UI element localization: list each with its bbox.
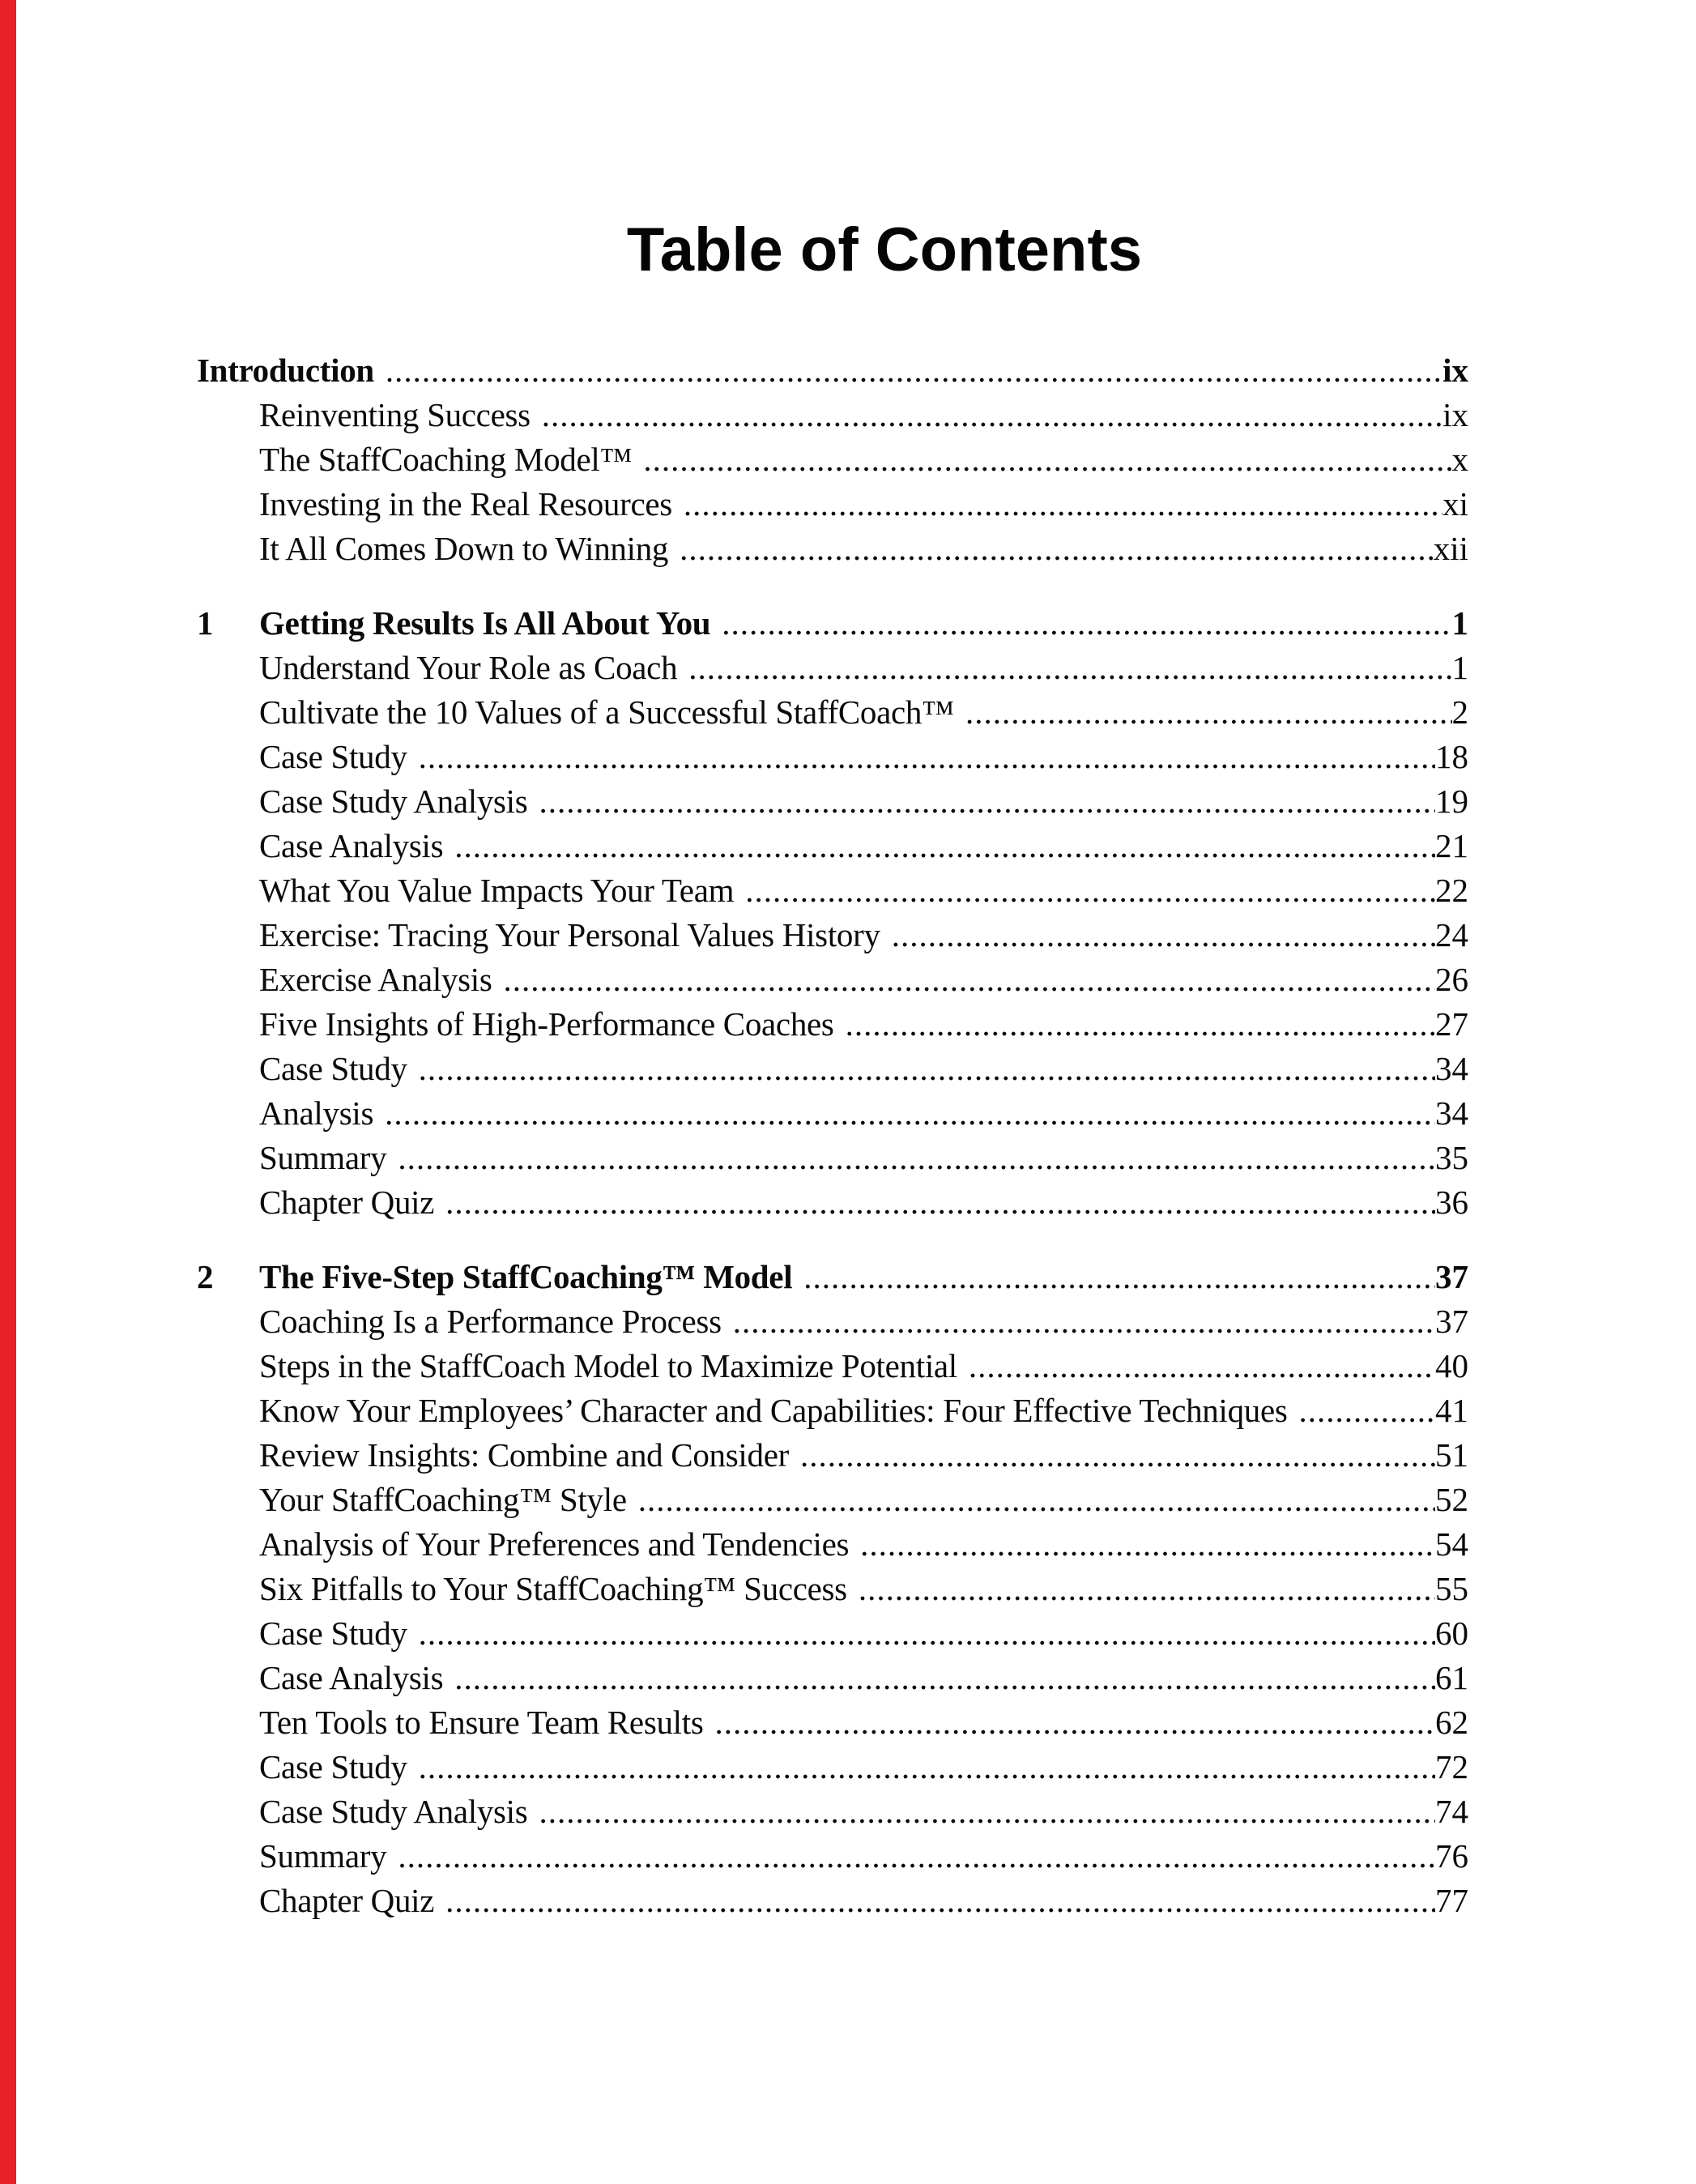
dot-leader [677, 646, 1451, 690]
entry-label: The StaffCoaching Model™ [259, 441, 633, 478]
entry-label: Case Study [259, 1748, 407, 1785]
dot-leader [672, 482, 1442, 527]
entry-label: Know Your Employees’ Character and Capabilities: Four Effective Techniques [259, 1392, 1288, 1429]
toc-entry-row [197, 1700, 1468, 1745]
toc-entry-row [197, 779, 1468, 824]
dot-leader [386, 1834, 1435, 1879]
dot-leader [954, 690, 1452, 735]
entry-page-number: 77 [1435, 1882, 1468, 1919]
entry-page-number: xii [1433, 530, 1468, 567]
entry-label: Six Pitfalls to Your StaffCoaching™ Success [259, 1570, 847, 1607]
dot-leader [668, 527, 1434, 571]
entry-page-number: 27 [1435, 1005, 1468, 1043]
chapter-number: 2 [197, 1258, 214, 1295]
toc-section [197, 1255, 1468, 1923]
entry-page-number: 72 [1435, 1748, 1468, 1785]
toc-entry-row [197, 1091, 1468, 1136]
entry-page-number: 55 [1435, 1570, 1468, 1607]
toc-entry-row [197, 1611, 1468, 1656]
dot-leader [847, 1567, 1435, 1611]
entry-label: Summary [259, 1837, 387, 1875]
toc-section [197, 348, 1468, 571]
entry-label: Analysis [259, 1094, 374, 1132]
chapter-title: The Five-Step StaffCoaching™ Model [259, 1258, 793, 1295]
dot-leader [849, 1522, 1435, 1567]
entry-page-number: 61 [1435, 1659, 1468, 1696]
toc-entry-row [197, 1879, 1468, 1923]
entry-page-number: 52 [1435, 1481, 1468, 1518]
entry-page-number: 35 [1435, 1139, 1468, 1176]
dot-leader [880, 913, 1435, 958]
entry-page-number: 18 [1435, 738, 1468, 775]
page-title: Table of Contents [626, 215, 1143, 284]
entry-label: Case Study [259, 738, 407, 775]
toc-entry-row [197, 1180, 1468, 1225]
dot-leader [789, 1433, 1435, 1478]
entry-page-number: 1 [1451, 649, 1468, 686]
toc-entry-row [197, 868, 1468, 913]
toc-chapter-row [197, 348, 1468, 393]
entry-label: Coaching Is a Performance Process [259, 1303, 722, 1340]
toc-entry-row [197, 824, 1468, 868]
entry-page-number: 19 [1435, 783, 1468, 820]
dot-leader [710, 601, 1451, 646]
dot-leader [407, 1047, 1435, 1091]
entry-page-number: 62 [1435, 1704, 1468, 1741]
entry-label: Case Analysis [259, 827, 444, 864]
toc-entry-row [197, 646, 1468, 690]
toc-entry-row [197, 1834, 1468, 1879]
toc-entry-row [197, 1002, 1468, 1047]
entry-page-number: 54 [1435, 1525, 1468, 1563]
dot-leader [792, 1255, 1435, 1299]
entry-label: Steps in the StaffCoach Model to Maximize Potential [259, 1347, 957, 1384]
toc-chapter-row [197, 601, 1468, 646]
dot-leader [492, 958, 1435, 1002]
dot-leader [373, 1091, 1435, 1136]
toc-entry-row [197, 437, 1468, 482]
entry-label: Exercise: Tracing Your Personal Values History [259, 916, 880, 953]
toc-entry-row [197, 1656, 1468, 1700]
entry-page-number: 2 [1451, 693, 1468, 731]
dot-leader [407, 1745, 1435, 1789]
entry-label: Case Study [259, 1615, 407, 1652]
toc-section [197, 601, 1468, 1225]
entry-page-number: 37 [1435, 1303, 1468, 1340]
entry-label: Cultivate the 10 Values of a Successful StaffCoach™ [259, 693, 954, 731]
toc-entry-row [197, 527, 1468, 571]
entry-page-number: 41 [1435, 1392, 1468, 1429]
dot-leader [834, 1002, 1435, 1047]
entry-page-number: 36 [1435, 1184, 1468, 1221]
entry-label: Investing in the Real Resources [259, 485, 672, 523]
scan-edge-stripe [0, 0, 16, 2184]
entry-label: Analysis of Your Preferences and Tendencies [259, 1525, 850, 1563]
dot-leader [443, 824, 1435, 868]
dot-leader [527, 779, 1435, 824]
chapter-title: Getting Results Is All About You [259, 604, 711, 642]
entry-label: It All Comes Down to Winning [259, 530, 669, 567]
entry-label: Case Study [259, 1050, 407, 1087]
dot-leader [386, 1136, 1435, 1180]
toc-entry-row [197, 1433, 1468, 1478]
entry-page-number: 40 [1435, 1347, 1468, 1384]
toc-entry-row [197, 1478, 1468, 1522]
dot-leader [443, 1656, 1435, 1700]
entry-label: Case Study Analysis [259, 783, 528, 820]
toc-entry-row [197, 1388, 1468, 1433]
entry-label: Exercise Analysis [259, 961, 492, 998]
entry-label: Summary [259, 1139, 387, 1176]
entry-label: Review Insights: Combine and Consider [259, 1436, 789, 1474]
entry-page-number: 74 [1435, 1793, 1468, 1830]
dot-leader [407, 1611, 1435, 1656]
toc-entry-row [197, 1522, 1468, 1567]
entry-page-number: 34 [1435, 1050, 1468, 1087]
toc-entry-row [197, 958, 1468, 1002]
entry-label: Chapter Quiz [259, 1184, 435, 1221]
toc-entry-row [197, 735, 1468, 779]
dot-leader [704, 1700, 1435, 1745]
toc-entry-row [197, 1299, 1468, 1344]
dot-leader [957, 1344, 1435, 1388]
entry-label: Chapter Quiz [259, 1882, 435, 1919]
toc-entry-row [197, 913, 1468, 958]
entry-page-number: 76 [1435, 1837, 1468, 1875]
toc-entry-row [197, 1567, 1468, 1611]
chapter-page-number: 37 [1435, 1258, 1468, 1295]
chapter-title: Introduction [197, 352, 374, 389]
toc-entry-row [197, 1047, 1468, 1091]
dot-leader [407, 735, 1435, 779]
chapter-page-number: 1 [1451, 604, 1468, 642]
dot-leader [531, 393, 1442, 437]
entry-page-number: xi [1442, 485, 1468, 523]
entry-label: Your StaffCoaching™ Style [259, 1481, 627, 1518]
toc-entry-row [197, 690, 1468, 735]
entry-page-number: 21 [1435, 827, 1468, 864]
toc-entry-row [197, 393, 1468, 437]
entry-page-number: 34 [1435, 1094, 1468, 1132]
entry-page-number: 51 [1435, 1436, 1468, 1474]
dot-leader [627, 1478, 1435, 1522]
entry-page-number: 24 [1435, 916, 1468, 953]
chapter-page-number: ix [1442, 352, 1468, 389]
entry-page-number: ix [1442, 396, 1468, 433]
dot-leader [632, 437, 1451, 482]
toc-entry-row [197, 1136, 1468, 1180]
entry-label: Five Insights of High-Performance Coaches [259, 1005, 834, 1043]
dot-leader [722, 1299, 1435, 1344]
entry-page-number: 22 [1435, 872, 1468, 909]
toc-entry-row [197, 1344, 1468, 1388]
dot-leader [734, 868, 1435, 913]
toc-entry-row [197, 1745, 1468, 1789]
chapter-number: 1 [197, 604, 214, 642]
dot-leader [434, 1180, 1435, 1225]
entry-label: Ten Tools to Ensure Team Results [259, 1704, 704, 1741]
entry-page-number: 26 [1435, 961, 1468, 998]
entry-label: Reinventing Success [259, 396, 531, 433]
dot-leader [527, 1789, 1435, 1834]
dot-leader [1288, 1388, 1435, 1433]
entry-label: Case Analysis [259, 1659, 444, 1696]
entry-page-number: x [1451, 441, 1468, 478]
toc-chapter-row [197, 1255, 1468, 1299]
entry-label: Case Study Analysis [259, 1793, 528, 1830]
toc-entry-row [197, 482, 1468, 527]
toc [197, 348, 1468, 1923]
toc-entry-row [197, 1789, 1468, 1834]
entry-page-number: 60 [1435, 1615, 1468, 1652]
entry-label: Understand Your Role as Coach [259, 649, 678, 686]
entry-label: What You Value Impacts Your Team [259, 872, 735, 909]
dot-leader [434, 1879, 1435, 1923]
dot-leader [374, 348, 1442, 393]
